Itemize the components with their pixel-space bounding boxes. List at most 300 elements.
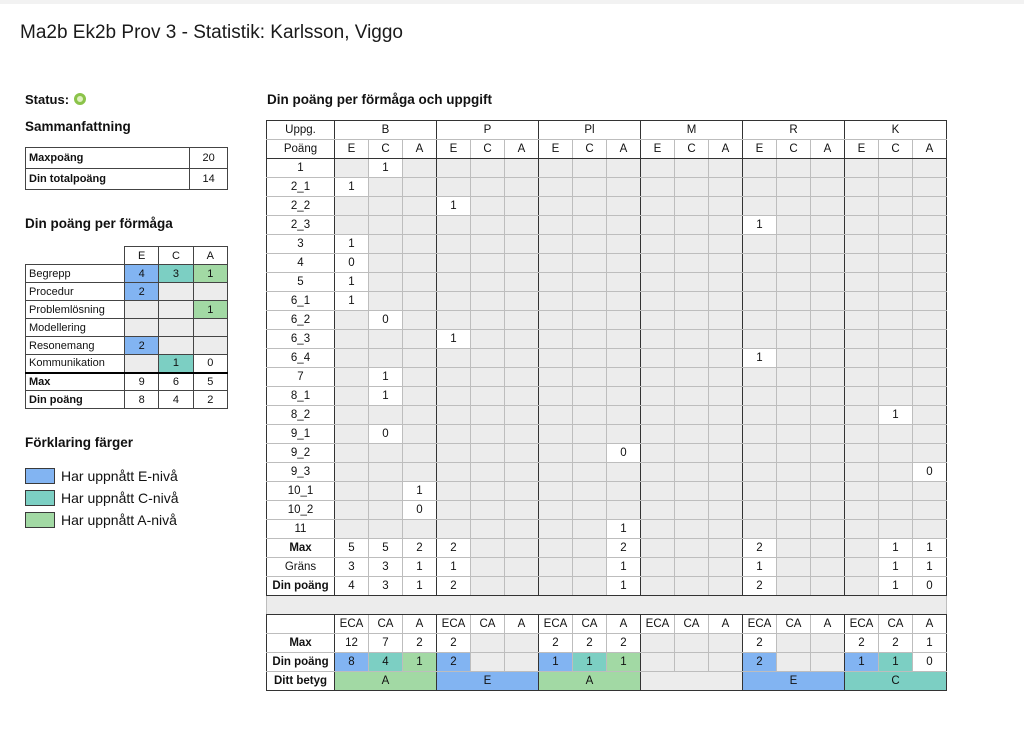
task-score [505, 159, 539, 178]
task-score [675, 482, 709, 501]
grans-row-value [709, 558, 743, 577]
task-row [267, 520, 947, 539]
task-score [913, 159, 947, 178]
grade-value: C [845, 672, 947, 691]
task-score [607, 406, 641, 425]
summary-title: Sammanfattning [25, 119, 131, 134]
task-score [471, 292, 505, 311]
task-label: 10_2 [267, 501, 335, 520]
eca-max-value: 7 [369, 634, 403, 653]
eca-score-value: 1 [403, 653, 437, 672]
legend-item [25, 465, 235, 487]
grans-row-value: 1 [879, 558, 913, 577]
task-score [743, 463, 777, 482]
per-ability-row [26, 301, 228, 319]
task-score [879, 444, 913, 463]
task-score [777, 178, 811, 197]
eca-max-value: 2 [845, 634, 879, 653]
task-score [539, 349, 573, 368]
grans-row-value: 1 [913, 558, 947, 577]
task-label: 2_1 [267, 178, 335, 197]
eca-score-value: 4 [369, 653, 403, 672]
eca-score-value: 2 [743, 653, 777, 672]
score-row [26, 391, 228, 409]
task-score [743, 406, 777, 425]
task-score [811, 235, 845, 254]
ability-label: Begrepp [26, 265, 125, 283]
score-row-value [777, 577, 811, 596]
task-score [369, 520, 403, 539]
task-score: 1 [743, 349, 777, 368]
status-label: Status: [25, 91, 70, 107]
level-header: C [573, 140, 607, 159]
task-label: 6_2 [267, 311, 335, 330]
task-score: 1 [879, 406, 913, 425]
eca-score-value [675, 653, 709, 672]
task-score [913, 292, 947, 311]
task-score [913, 349, 947, 368]
task-score [505, 330, 539, 349]
task-score [641, 235, 675, 254]
ability-label: Problemlösning [26, 301, 125, 319]
task-score [539, 425, 573, 444]
eca-max-value: 2 [539, 634, 573, 653]
eca-score-value: 1 [539, 653, 573, 672]
task-score [743, 444, 777, 463]
task-score [573, 501, 607, 520]
level-header: C [369, 140, 403, 159]
eca-score-value [471, 653, 505, 672]
task-score [675, 254, 709, 273]
task-score [505, 406, 539, 425]
task-score [709, 368, 743, 387]
per-ability-row [26, 337, 228, 355]
eca-max-value: 2 [573, 634, 607, 653]
task-score [675, 178, 709, 197]
task-score [709, 425, 743, 444]
legend-swatch [25, 512, 55, 528]
task-row [267, 273, 947, 292]
task-score: 0 [369, 311, 403, 330]
task-score [369, 501, 403, 520]
eca-header: CA [777, 615, 811, 634]
grans-row-value [675, 558, 709, 577]
task-score [777, 444, 811, 463]
task-score [573, 216, 607, 235]
task-score [879, 311, 913, 330]
task-score [811, 482, 845, 501]
task-score [913, 406, 947, 425]
task-score [539, 330, 573, 349]
grans-row-value [641, 558, 675, 577]
summary-row [26, 169, 228, 190]
task-score [607, 387, 641, 406]
task-score [369, 444, 403, 463]
task-score [471, 254, 505, 273]
grans-row-value [777, 558, 811, 577]
task-score [641, 406, 675, 425]
task-score: 1 [335, 235, 369, 254]
task-score [437, 501, 471, 520]
task-score [573, 482, 607, 501]
task-score [777, 387, 811, 406]
separator-row [267, 596, 947, 615]
eca-header: CA [573, 615, 607, 634]
task-row [267, 292, 947, 311]
task-label: 9_1 [267, 425, 335, 444]
task-score [471, 349, 505, 368]
task-score [913, 501, 947, 520]
task-score [675, 235, 709, 254]
task-score [471, 311, 505, 330]
task-score [879, 520, 913, 539]
eca-max-value [811, 634, 845, 653]
task-score [675, 387, 709, 406]
task-score [573, 387, 607, 406]
task-score [743, 520, 777, 539]
task-score [777, 501, 811, 520]
task-score [879, 463, 913, 482]
task-score [607, 349, 641, 368]
task-score [845, 235, 879, 254]
task-label: 4 [267, 254, 335, 273]
group-header-row [267, 121, 947, 140]
summary-value: 14 [190, 169, 228, 190]
score-row-value: 4 [159, 391, 193, 409]
eca-header: ECA [845, 615, 879, 634]
max-row-label: Max [26, 373, 125, 391]
score-row-value [845, 577, 879, 596]
task-score [403, 273, 437, 292]
task-score [437, 520, 471, 539]
task-score [403, 387, 437, 406]
task-row [267, 330, 947, 349]
task-score [743, 330, 777, 349]
task-score [539, 406, 573, 425]
task-score [607, 159, 641, 178]
score-row-value: 2 [437, 577, 471, 596]
task-score: 1 [437, 197, 471, 216]
task-label: 8_2 [267, 406, 335, 425]
eca-score-value: 1 [845, 653, 879, 672]
task-score [675, 159, 709, 178]
ability-label: Resonemang [26, 337, 125, 355]
task-score [641, 368, 675, 387]
level-header: A [913, 140, 947, 159]
task-score [845, 368, 879, 387]
task-score [607, 425, 641, 444]
task-score [539, 520, 573, 539]
task-score [403, 520, 437, 539]
task-score [675, 444, 709, 463]
task-score [879, 197, 913, 216]
eca-max-value [675, 634, 709, 653]
task-score [709, 349, 743, 368]
ability-score [159, 283, 193, 301]
task-score [607, 368, 641, 387]
task-score [709, 482, 743, 501]
task-score [403, 349, 437, 368]
task-score [845, 311, 879, 330]
task-score [471, 235, 505, 254]
task-score [641, 178, 675, 197]
task-score [335, 311, 369, 330]
task-score [335, 482, 369, 501]
max-row-value: 1 [913, 539, 947, 558]
task-score [573, 235, 607, 254]
grade-row [267, 672, 947, 691]
task-score [641, 387, 675, 406]
score-row-value [505, 577, 539, 596]
level-header: E [641, 140, 675, 159]
task-score [505, 311, 539, 330]
detail-title: Din poäng per förmåga och uppgift [267, 92, 492, 107]
task-score [539, 235, 573, 254]
group-header: P [437, 121, 539, 140]
detail-table [266, 120, 947, 691]
task-score [879, 216, 913, 235]
eca-max-value: 12 [335, 634, 369, 653]
task-score [471, 387, 505, 406]
task-score [335, 520, 369, 539]
score-row-label: Din poäng [267, 577, 335, 596]
eca-score-value: 1 [879, 653, 913, 672]
eca-max-value: 2 [437, 634, 471, 653]
grade-value: A [539, 672, 641, 691]
eca-score-row [267, 653, 947, 672]
task-label: 1 [267, 159, 335, 178]
task-score: 0 [369, 425, 403, 444]
task-score [437, 216, 471, 235]
score-row-value: 1 [607, 577, 641, 596]
level-header: C [879, 140, 913, 159]
task-score [777, 292, 811, 311]
eca-header-blank [267, 615, 335, 634]
max-row-value [845, 539, 879, 558]
ability-score: 2 [124, 337, 158, 355]
task-score [811, 463, 845, 482]
per-ability-table [25, 246, 228, 409]
task-score: 0 [913, 463, 947, 482]
task-score [471, 273, 505, 292]
task-score [641, 520, 675, 539]
grans-row-value: 1 [607, 558, 641, 577]
task-score [777, 197, 811, 216]
task-score [879, 273, 913, 292]
grans-row-label: Gräns [267, 558, 335, 577]
task-score [437, 235, 471, 254]
max-row-label: Max [267, 539, 335, 558]
level-header: E [743, 140, 777, 159]
task-score [709, 444, 743, 463]
task-score [403, 330, 437, 349]
ability-score [193, 283, 227, 301]
task-row [267, 501, 947, 520]
score-row-value [573, 577, 607, 596]
task-score [437, 425, 471, 444]
legend-item [25, 509, 235, 531]
task-score [845, 178, 879, 197]
max-row-value: 2 [403, 539, 437, 558]
task-score [743, 501, 777, 520]
grans-row-value [539, 558, 573, 577]
task-score [573, 406, 607, 425]
level-header: A [403, 140, 437, 159]
task-score [607, 463, 641, 482]
task-score [573, 368, 607, 387]
task-score [403, 368, 437, 387]
task-score [879, 387, 913, 406]
grans-row-value: 3 [369, 558, 403, 577]
task-score [437, 482, 471, 501]
score-row-value [709, 577, 743, 596]
grans-row-value: 1 [437, 558, 471, 577]
eca-max-value: 2 [879, 634, 913, 653]
eca-header: ECA [437, 615, 471, 634]
task-score [539, 368, 573, 387]
task-score [471, 482, 505, 501]
task-score [505, 254, 539, 273]
task-score [607, 273, 641, 292]
eca-header-row [267, 615, 947, 634]
task-score [471, 330, 505, 349]
task-score [811, 349, 845, 368]
task-score [913, 330, 947, 349]
task-score [641, 311, 675, 330]
eca-header: ECA [539, 615, 573, 634]
eca-score-value: 0 [913, 653, 947, 672]
task-score [539, 197, 573, 216]
max-row-value: 6 [159, 373, 193, 391]
task-score [369, 197, 403, 216]
task-score: 1 [743, 216, 777, 235]
ability-score [124, 355, 158, 373]
eca-max-value [505, 634, 539, 653]
task-score [403, 444, 437, 463]
task-score [539, 482, 573, 501]
level-header: E [335, 140, 369, 159]
task-score [879, 159, 913, 178]
task-score [369, 482, 403, 501]
task-score [675, 520, 709, 539]
eca-max-value: 2 [607, 634, 641, 653]
task-score [879, 292, 913, 311]
legend-swatch [25, 468, 55, 484]
eca-max-row [267, 634, 947, 653]
task-label: 9_3 [267, 463, 335, 482]
task-score [539, 292, 573, 311]
task-score [369, 463, 403, 482]
grans-row-value: 3 [335, 558, 369, 577]
ability-score [159, 319, 193, 337]
task-score [505, 349, 539, 368]
task-score: 0 [607, 444, 641, 463]
task-score [879, 368, 913, 387]
eca-score-value [811, 653, 845, 672]
legend-title: Förklaring färger [25, 435, 134, 450]
task-score [913, 273, 947, 292]
grade-value: E [437, 672, 539, 691]
grans-row-value [845, 558, 879, 577]
task-score [471, 197, 505, 216]
score-row-value: 3 [369, 577, 403, 596]
task-score [913, 216, 947, 235]
task-score [811, 330, 845, 349]
task-score [709, 216, 743, 235]
task-score [845, 330, 879, 349]
per-ability-header-row [26, 247, 228, 265]
grans-row-value [811, 558, 845, 577]
grans-row-value [471, 558, 505, 577]
score-row [267, 577, 947, 596]
status-row [25, 90, 235, 108]
task-score [335, 406, 369, 425]
task-row [267, 463, 947, 482]
task-score [471, 178, 505, 197]
task-score [335, 197, 369, 216]
task-score [573, 425, 607, 444]
task-score [335, 159, 369, 178]
task-row [267, 387, 947, 406]
task-label: 6_1 [267, 292, 335, 311]
task-row [267, 235, 947, 254]
task-score [811, 520, 845, 539]
task-score [879, 178, 913, 197]
page-title: Ma2b Ek2b Prov 3 - Statistik: Karlsson, Viggo [20, 22, 403, 43]
task-score [369, 254, 403, 273]
score-row-value: 1 [403, 577, 437, 596]
level-header: A [811, 140, 845, 159]
task-score [641, 159, 675, 178]
task-score [811, 292, 845, 311]
eca-score-value: 2 [437, 653, 471, 672]
task-score: 1 [403, 482, 437, 501]
task-score [641, 425, 675, 444]
task-score [335, 387, 369, 406]
ability-score: 3 [159, 265, 193, 283]
task-score [403, 292, 437, 311]
task-score [845, 216, 879, 235]
eca-header: ECA [641, 615, 675, 634]
task-score [607, 482, 641, 501]
task-score [403, 463, 437, 482]
score-row-value: 2 [193, 391, 227, 409]
task-score [335, 444, 369, 463]
eca-header: CA [879, 615, 913, 634]
task-score [777, 368, 811, 387]
task-score [743, 387, 777, 406]
task-score [709, 292, 743, 311]
task-score [437, 178, 471, 197]
task-score [709, 330, 743, 349]
summary-label: Din totalpoäng [26, 169, 190, 190]
task-score [471, 444, 505, 463]
task-score [709, 235, 743, 254]
task-score [437, 311, 471, 330]
task-score [845, 349, 879, 368]
task-score [811, 254, 845, 273]
task-score [879, 501, 913, 520]
task-score [403, 311, 437, 330]
task-score [913, 444, 947, 463]
level-header: E [539, 140, 573, 159]
ability-label: Procedur [26, 283, 125, 301]
task-score [641, 501, 675, 520]
task-score [607, 235, 641, 254]
task-score [777, 254, 811, 273]
score-row-value: 0 [913, 577, 947, 596]
task-score [471, 368, 505, 387]
